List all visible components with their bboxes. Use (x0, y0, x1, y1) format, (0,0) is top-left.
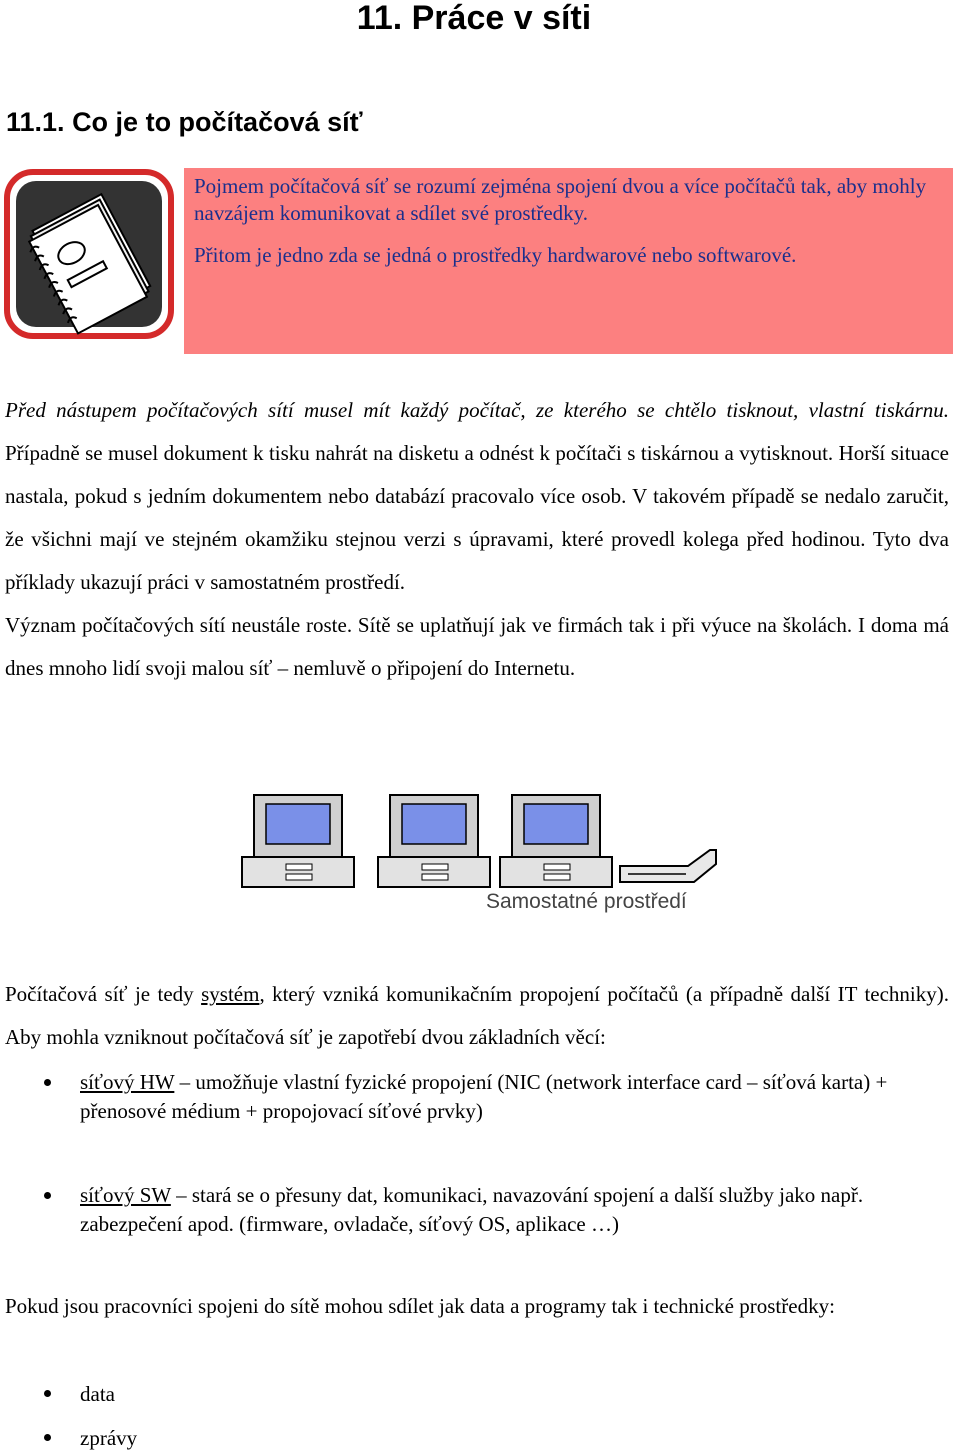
figure-caption: Samostatné prostředí (486, 890, 687, 913)
bullet-icon (44, 1192, 51, 1199)
list-item-text: data (80, 1382, 115, 1406)
intro-paragraph (5, 389, 949, 690)
computer-icon (500, 795, 612, 887)
definition-paragraph (5, 973, 949, 1059)
intro-text: Případně se musel dokument k tisku nahrát na disketu a odnést k počítači s tiskárnou a vytisknout. Horší situace nastala, pokud s jedním dokumentem nebo databází pracovalo více osob. V takovém případě se nedalo zaručit, že všichni mají ve stejném okamžiku stejnou verzi s úpravami, které provedl kolega před hodinou. Tyto dva příklady ukazují práci v samostatném prostředí. (5, 441, 949, 594)
callout-line-2: Přitom je jedno zda se jedná o prostředky hardwarové nebo softwarové. (194, 243, 797, 267)
list-item-text: – umožňuje vlastní fyzické propojení (NIC (network interface card – síťová karta) + přenosové médium + propojovací síťové prvky) (80, 1070, 888, 1123)
sharing-text: Pokud jsou pracovníci spojeni do sítě mohou sdílet jak data a programy tak i technické prostředky: (5, 1294, 835, 1318)
sharing-list (0, 1379, 960, 1453)
definition-after: , který vzniká komunikačním propojení počítačů (a případně další IT techniky). Aby mohla vzniknout počítačová síť je zapotřebí dvou základních věcí: (5, 982, 949, 1049)
bullet-icon (44, 1079, 51, 1086)
list-item-term[interactable]: síťový HW (80, 1070, 175, 1094)
intro-paragraph-2: Význam počítačových sítí neustále roste. Sítě se uplatňují jak ve firmách tak i při výuce na školách. I doma má dnes mnoho lidí svoji malou síť – nemluvě o připojení do Internetu. (5, 613, 949, 680)
notebook-icon (4, 169, 174, 339)
system-link[interactable]: systém (201, 982, 260, 1006)
list-item (0, 1423, 960, 1453)
bullet-icon (44, 1390, 51, 1397)
sharing-paragraph (5, 1285, 949, 1328)
callout-text (194, 173, 944, 269)
chapter-title: 11. Práce v síti (356, 0, 592, 37)
callout-line-1: Pojmem počítačová síť se rozumí zejména spojení dvou a více počítačů tak, aby mohly navzájem komunikovat a sdílet své prostředky. (194, 174, 927, 225)
list-item (0, 1068, 890, 1126)
components-list (0, 1068, 960, 1126)
printer-icon (620, 850, 716, 882)
bullet-icon (44, 1434, 51, 1441)
definition-before: Počítačová síť je tedy (5, 982, 202, 1006)
list-item-term[interactable]: síťový SW (80, 1183, 171, 1207)
list-item-text: zprávy (80, 1426, 138, 1450)
intro-italic: Před nástupem počítačových sítí musel mít každý počítač, ze kterého se chtělo tisknout, vlastní tiskárnu. (5, 398, 949, 422)
computer-icon (378, 795, 490, 887)
list-item-text: – stará se o přesuny dat, komunikaci, navazování spojení a další služby jako např. zabezpečení apod. (firmware, ovladače, síťový OS, aplikace …) (80, 1183, 864, 1236)
list-item (0, 1379, 960, 1409)
computer-icon (242, 795, 354, 887)
list-item (0, 1181, 910, 1239)
components-list-2 (0, 1181, 960, 1239)
section-title: 11.1. Co je to počítačová síť (6, 107, 363, 137)
